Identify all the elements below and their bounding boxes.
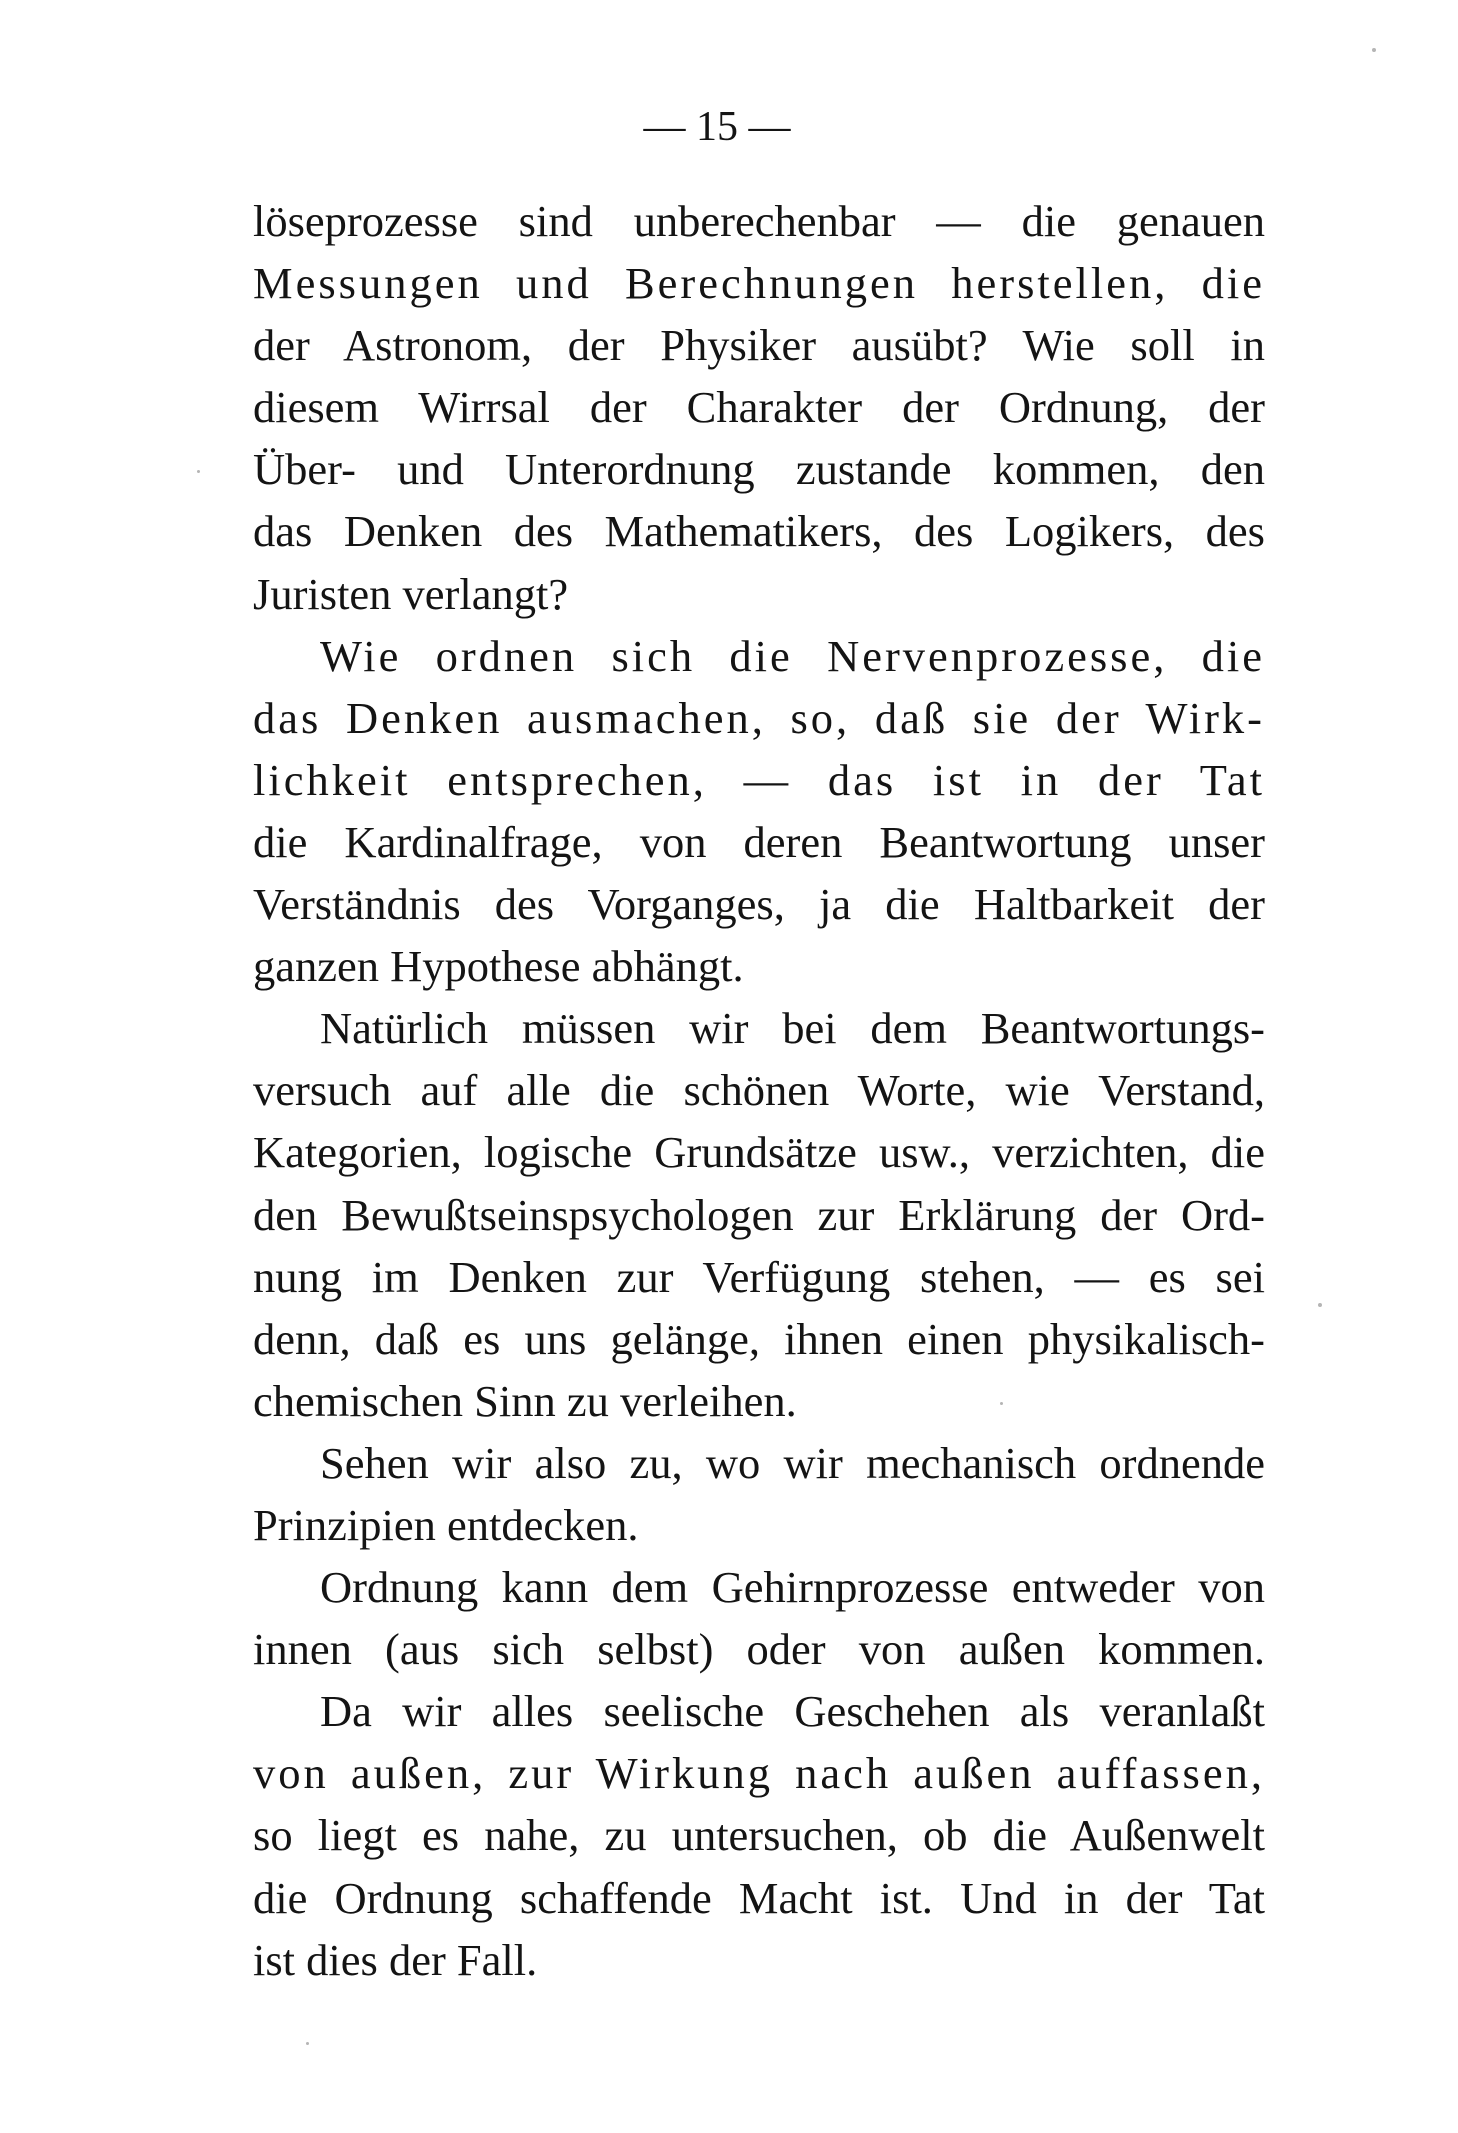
text-line: die Kardinalfrage, von deren Beantwortung unser — [253, 816, 1265, 867]
scan-speck — [197, 470, 200, 473]
paragraph — [253, 625, 1265, 998]
text-line: innen (aus sich selbst) oder von außen kommen. — [253, 1624, 1265, 1675]
text-line: von außen, zur Wirkung nach außen auffassen, — [253, 1748, 1265, 1799]
paragraph — [253, 190, 1265, 625]
text-line: ist dies der Fall. — [253, 1934, 538, 1985]
text-line: das Denken ausmachen, so, daß sie der Wirk- — [253, 692, 1265, 743]
scan-speck — [1318, 1303, 1322, 1307]
text-line: löseprozesse sind unberechenbar — die genauen — [253, 196, 1265, 246]
text-line: nung im Denken zur Verfügung stehen, — es sei — [253, 1251, 1265, 1302]
body-text — [253, 190, 1265, 1991]
paragraph — [253, 1556, 1265, 1680]
paragraph — [253, 1432, 1265, 1556]
text-line: Natürlich müssen wir bei dem Beantwortungs- — [320, 1003, 1265, 1054]
text-line: Prinzipien entdecken. — [253, 1499, 639, 1550]
text-line: Messungen und Berechnungen herstellen, die — [253, 258, 1265, 309]
text-line: das Denken des Mathematikers, des Logikers, des — [253, 506, 1265, 557]
paragraph — [253, 997, 1265, 1432]
text-line: so liegt es nahe, zu untersuchen, ob die Außenwelt — [253, 1810, 1265, 1861]
text-line: Ordnung kann dem Gehirnprozesse entweder von — [320, 1562, 1265, 1613]
text-line: diesem Wirrsal der Charakter der Ordnung, der — [253, 382, 1265, 433]
text-line: Da wir alles seelische Geschehen als veranlaßt — [320, 1686, 1265, 1737]
text-line: der Astronom, der Physiker ausübt? Wie soll in — [253, 320, 1265, 371]
text-line: Juristen verlangt? — [253, 568, 569, 619]
scan-speck — [1372, 48, 1376, 52]
text-line: Sehen wir also zu, wo wir mechanisch ordnende — [320, 1437, 1265, 1488]
text-line: chemischen Sinn zu verleihen. — [253, 1375, 797, 1426]
page-number: — 15 — — [643, 104, 791, 150]
text-line: denn, daß es uns gelänge, ihnen einen physikalisch- — [253, 1313, 1265, 1364]
paragraph — [253, 1680, 1265, 1990]
text-line: die Ordnung schaffende Macht ist. Und in der Tat — [253, 1872, 1265, 1923]
scan-speck — [1000, 1402, 1003, 1405]
text-line: lichkeit entsprechen, — das ist in der Tat — [253, 754, 1265, 805]
text-line: Wie ordnen sich die Nervenprozesse, die — [320, 630, 1265, 681]
text-line: den Bewußtseinspsychologen zur Erklärung der Ord- — [253, 1189, 1265, 1240]
text-line: Verständnis des Vorganges, ja die Haltbarkeit der — [253, 879, 1265, 930]
text-line: versuch auf alle die schönen Worte, wie Verstand, — [253, 1065, 1265, 1116]
text-line: Über- und Unterordnung zustande kommen, den — [253, 444, 1265, 495]
text-line: Kategorien, logische Grundsätze usw., verzichten, die — [253, 1127, 1265, 1178]
text-line: ganzen Hypothese abhängt. — [253, 941, 744, 992]
scan-speck — [306, 2042, 309, 2045]
